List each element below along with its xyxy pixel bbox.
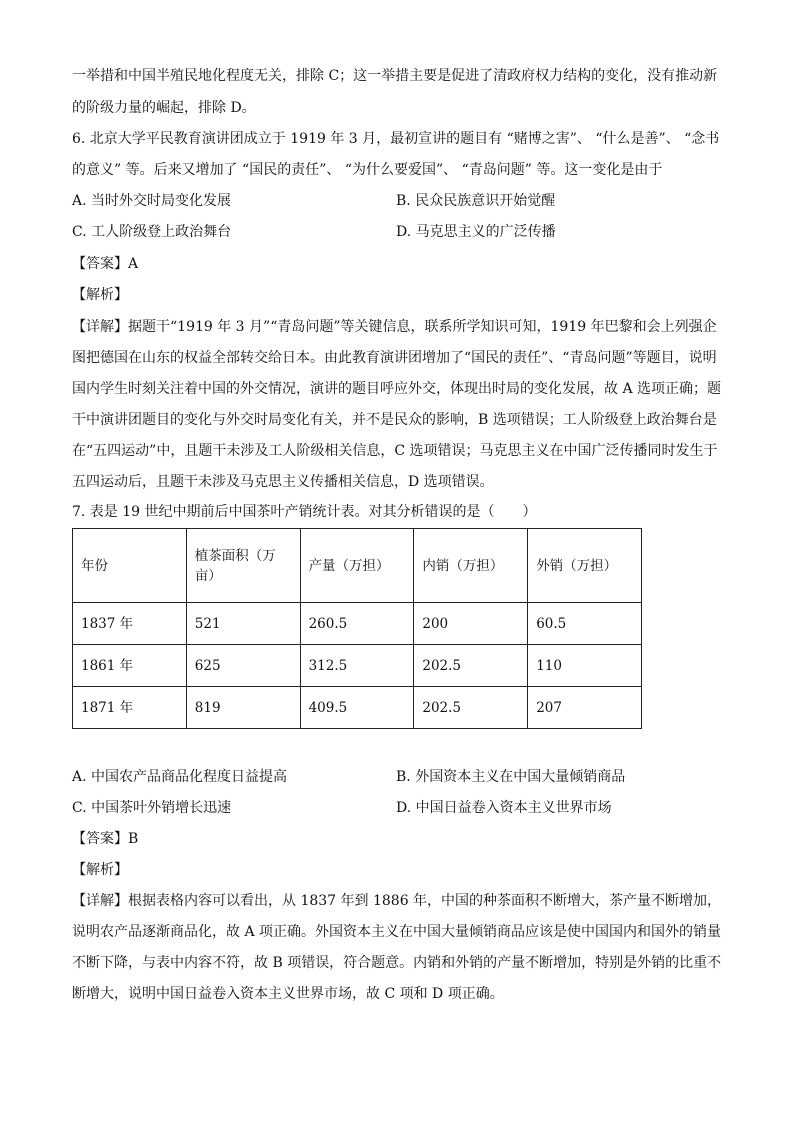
q6-analysis-label: 【解析】 xyxy=(72,287,128,303)
table-cell: 1871 年 xyxy=(73,687,187,729)
table-cell: 207 xyxy=(528,687,642,729)
q7-option-c: C. 中国茶叶外销增长迅速 xyxy=(72,800,232,816)
q7-stem: 7. 表是 19 世纪中期前后中国茶叶产销统计表。对其分析错误的是（ ） xyxy=(72,504,537,520)
q6-answer: 【答案】A xyxy=(72,256,139,272)
header-output: 产量（万担） xyxy=(300,529,414,603)
table-cell: 1861 年 xyxy=(73,645,187,687)
table-row xyxy=(73,645,642,687)
table-cell: 312.5 xyxy=(300,645,414,687)
q6-option-b: B. 民众民族意识开始觉醒 xyxy=(396,193,556,209)
q7-analysis-label: 【解析】 xyxy=(72,862,128,878)
table-cell: 260.5 xyxy=(300,603,414,645)
table-cell: 200 xyxy=(414,603,528,645)
table-cell: 409.5 xyxy=(300,687,414,729)
table-cell: 202.5 xyxy=(414,687,528,729)
q7-answer: 【答案】B xyxy=(72,831,139,847)
header-year: 年份 xyxy=(73,529,187,603)
header-export: 外销（万担） xyxy=(528,529,642,603)
q7-option-a: A. 中国农产品商品化程度日益提高 xyxy=(72,769,288,785)
header-domestic: 内销（万担） xyxy=(414,529,528,603)
table-cell: 202.5 xyxy=(414,645,528,687)
table-cell: 625 xyxy=(186,645,300,687)
q6-option-d: D. 马克思主义的广泛传播 xyxy=(396,224,556,240)
tea-statistics-table xyxy=(72,528,642,729)
q7-option-d: D. 中国日益卷入资本主义世界市场 xyxy=(396,800,612,816)
q7-detail: 【详解】根据表格内容可以看出，从 1837 年到 1886 年，中国的种茶面积不断增大，茶产量不断增加，说明农产品逐渐商品化，故 A 项正确。外国资本主义在中国大量倾销商品应该是使中国国内和国外的销量不断下降，与表中内容不符，故 B 项错误，符合题意。内销和外销的产量不断增加，特别是外销的比重不断增大，说明中国日益卷入资本主义世界市场，故 C 项和 D 项正确。 xyxy=(72,893,722,1002)
table-row xyxy=(73,687,642,729)
previous-analysis-line-2: 的阶级力量的崛起，排除 D。 xyxy=(72,100,256,116)
header-area: 植茶面积（万亩） xyxy=(186,529,300,603)
table-cell: 110 xyxy=(528,645,642,687)
q7-option-b: B. 外国资本主义在中国大量倾销商品 xyxy=(396,769,626,785)
q6-stem-line-2: 的意义” 等。后来又增加了 “国民的责任”、 “为什么要爱国”、 “青岛问题” 等。这一变化是由于 xyxy=(72,162,663,178)
q6-stem-line-1: 6. 北京大学平民教育演讲团成立于 1919 年 3 月，最初宣讲的题目有 “赌博之害”、 “什么是善”、 “念书 xyxy=(72,131,720,147)
table-row xyxy=(73,603,642,645)
table-header-row xyxy=(73,529,642,603)
q6-option-c: C. 工人阶级登上政治舞台 xyxy=(72,224,232,240)
previous-analysis-line-1: 一举措和中国半殖民地化程度无关，排除 C；这一举措主要是促进了清政府权力结构的变化，没有推动新 xyxy=(72,68,718,84)
q6-detail: 【详解】据题干“1919 年 3 月”“青岛问题”等关键信息，联系所学知识可知，1919 年巴黎和会上列强企图把德国在山东的权益全部转交给日本。由此教育演讲团增加了“国民的责任”、“青岛问题”等题目，说明国内学生时刻关注着中国的外交情况，演讲的题目呼应外交，体现出时局的变化发展，故 A 选项正确；题干中演讲团题目的变化与外交时局变化有关，并不是民众的影响，B 选项错误；工人阶级登上政治舞台是在“五四运动”中，且题干未涉及工人阶级相关信息，C 选项错误；马克思主义在中国广泛传播同时发生于五四运动后，且题干未涉及马克思主义传播相关信息，D 选项错误。 xyxy=(72,319,722,490)
table-cell: 60.5 xyxy=(528,603,642,645)
table-cell: 1837 年 xyxy=(73,603,187,645)
table-cell: 819 xyxy=(186,687,300,729)
table-cell: 521 xyxy=(186,603,300,645)
q6-option-a: A. 当时外交时局变化发展 xyxy=(72,193,232,209)
